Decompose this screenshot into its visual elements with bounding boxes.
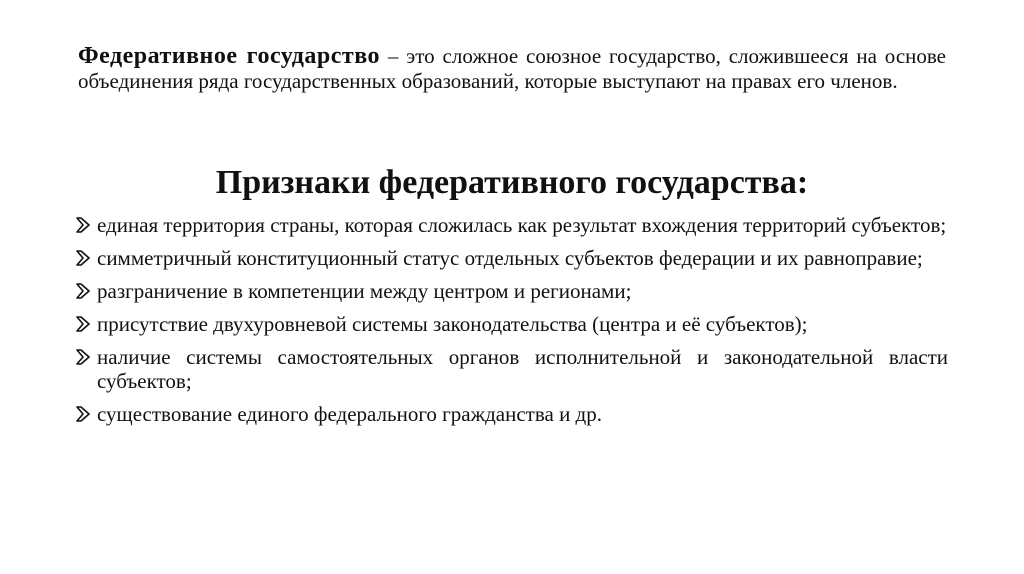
feature-item — [76, 279, 948, 303]
arrowhead-bullet-icon — [76, 404, 97, 424]
feature-item — [76, 213, 948, 237]
definition-text: – это сложное союзное государство, сложившееся на основе объединения ряда государственных образований, которые выступают на правах его членов. — [78, 44, 946, 93]
feature-text: единая территория страны, которая сложилась как результат вхождения территорий субъектов; — [97, 213, 947, 237]
feature-text: симметричный конституционный статус отдельных субъектов федерации и их равноправие; — [97, 246, 923, 270]
features-list — [76, 213, 948, 435]
definition-paragraph — [78, 44, 946, 94]
feature-text: присутствие двухуровневой системы законодательства (центра и её субъектов); — [97, 312, 808, 336]
arrowhead-bullet-icon — [76, 281, 97, 301]
arrowhead-bullet-icon — [76, 248, 97, 268]
definition-term: Федеративное государство — [78, 43, 381, 69]
features-heading: Признаки федеративного государства: — [215, 164, 809, 201]
feature-text: существование единого федерального гражданства и др. — [97, 402, 602, 426]
arrowhead-bullet-icon — [76, 314, 97, 334]
feature-item — [76, 312, 948, 336]
feature-item — [76, 246, 948, 270]
feature-item — [76, 402, 948, 426]
feature-item — [76, 345, 948, 393]
arrowhead-bullet-icon — [76, 347, 97, 367]
feature-text: наличие системы самостоятельных органов исполнительной и законодательной власти субъектов; — [97, 345, 948, 393]
feature-text: разграничение в компетенции между центром и регионами; — [97, 279, 632, 303]
arrowhead-bullet-icon — [76, 215, 97, 235]
